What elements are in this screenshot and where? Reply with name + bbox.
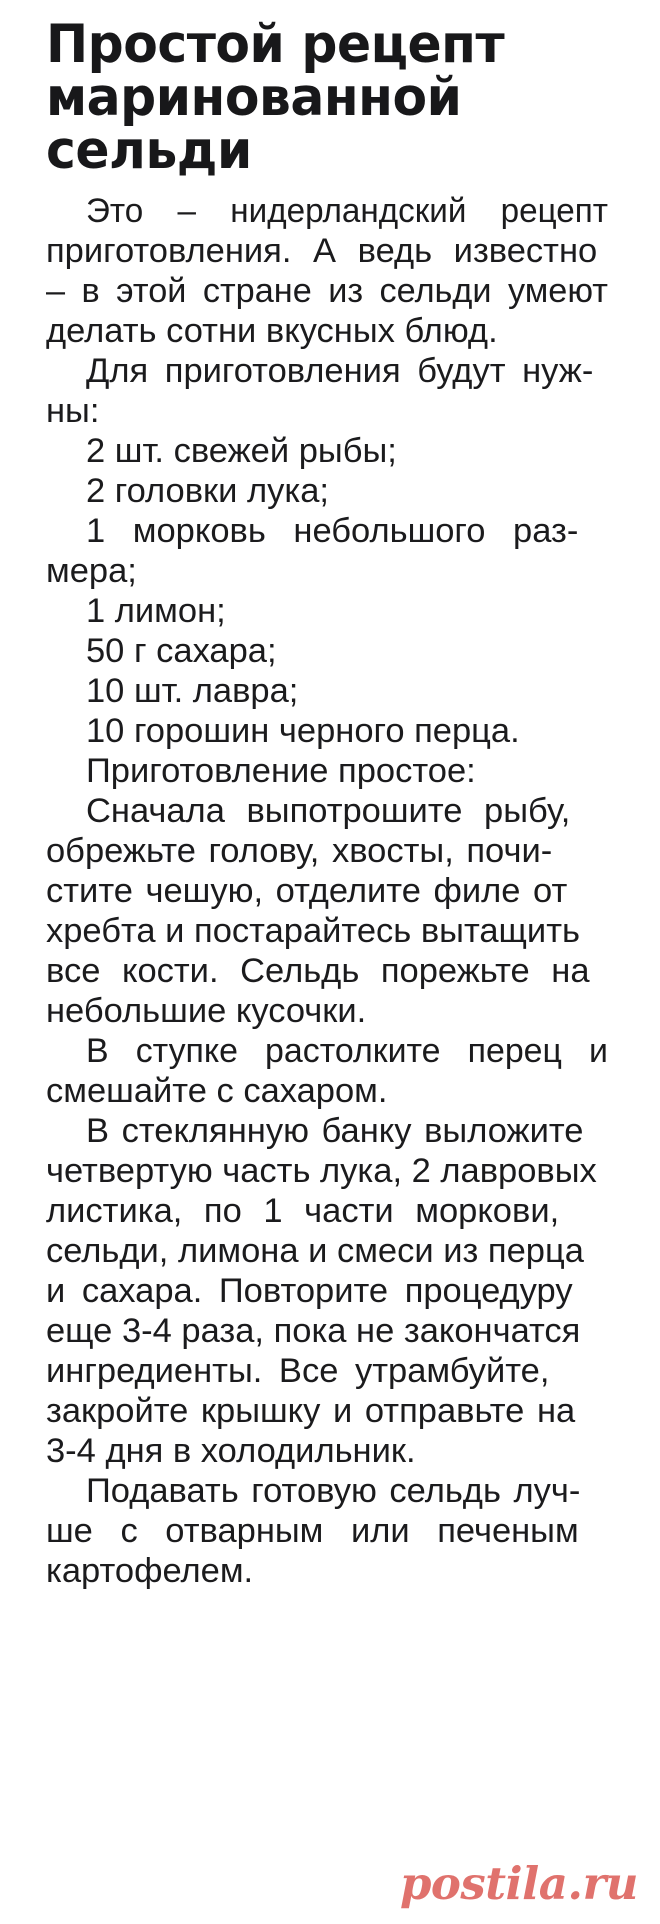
text-line: смешайте с сахаром. (46, 1072, 388, 1110)
text-line: стите чешую, отделите филе от (46, 872, 568, 910)
text-line: Для приготовления будут нуж- (86, 352, 594, 390)
text-line: 10 горошин черного перца. (86, 712, 520, 750)
text-line: Подавать готовую сельдь луч- (86, 1472, 581, 1510)
ingredient-item (46, 671, 608, 711)
text-line: хребта и постарайтесь вытащить (46, 912, 580, 950)
text-line: мера; (46, 552, 137, 590)
text-line: еще 3-4 раза, пока не закончатся (46, 1312, 581, 1350)
text-line: и сахара. Повторите процедуру (46, 1272, 573, 1310)
text-line: 1 лимон; (86, 592, 226, 630)
paragraph-method-heading (46, 751, 608, 791)
text-line: все кости. Сельдь порежьте на (46, 952, 590, 990)
text-line: Сначала выпотрошите рыбу, (86, 792, 571, 830)
ingredient-item (46, 511, 608, 591)
postila-watermark: postila.ru (399, 1857, 638, 1910)
ingredient-item (46, 631, 608, 671)
paragraph-step-3 (46, 1111, 608, 1471)
text-line: 50 г сахара; (86, 632, 277, 670)
text-line: обрежьте голову, хвосты, почи- (46, 832, 553, 870)
text-line: 3-4 дня в холодильник. (46, 1432, 416, 1470)
ingredient-item (46, 471, 608, 511)
paragraph-step-1 (46, 791, 608, 1031)
text-line: ны: (46, 392, 100, 430)
text-line: четвертую часть лука, 2 лавровых (46, 1152, 597, 1190)
text-line: делать сотни вкусных блюд. (46, 312, 498, 350)
text-line: сельди, лимона и смеси из перца (46, 1232, 584, 1270)
article-body (46, 191, 608, 1591)
paragraph-step-4 (46, 1471, 608, 1591)
text-line: ше с отварным или печеным (46, 1512, 579, 1550)
text-line: закройте крышку и отправьте на (46, 1392, 576, 1430)
text-line: небольшие кусочки. (46, 992, 367, 1030)
paragraph-intro (46, 191, 608, 351)
text-line: 1 морковь небольшого раз- (86, 512, 579, 550)
ingredient-item (46, 711, 608, 751)
paragraph-step-2 (46, 1031, 608, 1111)
page-title (46, 14, 584, 181)
text-line: – в этой стране из сельди умеют (46, 272, 608, 310)
text-line: Это – нидерландский рецепт (86, 192, 609, 230)
text-line: 2 шт. свежей рыбы; (86, 432, 397, 470)
paragraph-ingredients-heading (46, 351, 608, 431)
text-line: листика, по 1 части моркови, (46, 1192, 560, 1230)
ingredient-item (46, 431, 608, 471)
ingredient-item (46, 591, 608, 631)
page-title-line-1: Простой рецепт (46, 14, 505, 75)
text-line: В ступке растолките перец и (86, 1032, 608, 1070)
text-line: Приготовление простое: (86, 752, 476, 790)
text-line: приготовления. А ведь известно (46, 232, 598, 270)
text-line: 2 головки лука; (86, 472, 330, 510)
text-line: 10 шт. лавра; (86, 672, 299, 710)
page-title-line-2: маринованной (46, 67, 462, 128)
text-line: картофелем. (46, 1552, 254, 1590)
page-title-line-3: сельди (46, 120, 252, 181)
text-line: В стеклянную банку выложите (86, 1112, 584, 1150)
text-line: ингредиенты. Все утрамбуйте, (46, 1352, 550, 1390)
